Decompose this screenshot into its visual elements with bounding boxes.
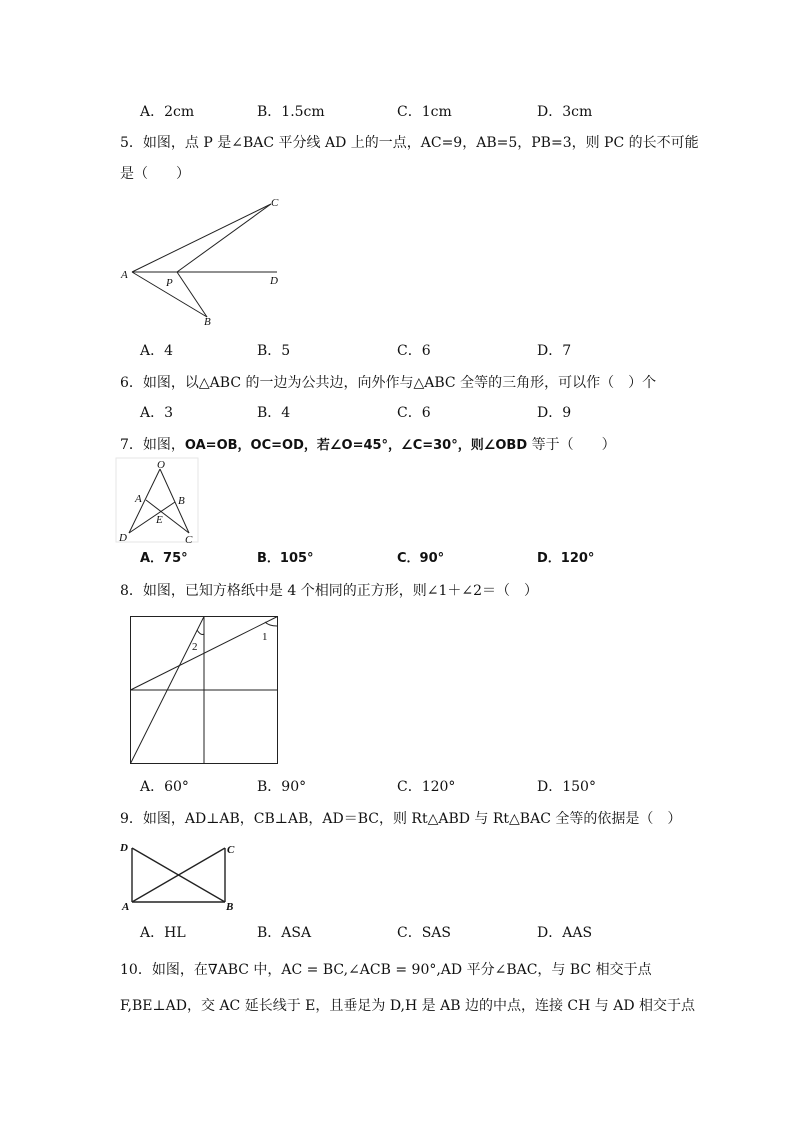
q5-label-a: A: [121, 269, 128, 281]
q9-stem-line1: 9．如图，AD⊥AB，CB⊥AB，AD＝BC，则 Rt△ABD 与 Rt△BAC 全等的依据是（ ）: [120, 811, 682, 827]
q7-stem-prefix: 7．如图，: [120, 437, 185, 453]
q7-label-c: C: [185, 534, 193, 545]
q4-option-d[interactable]: D．3cm: [537, 104, 593, 120]
q8-option-b[interactable]: B．90°: [257, 779, 307, 795]
q9-option-a[interactable]: A．HL: [140, 925, 186, 941]
q5-label-d: D: [270, 275, 278, 287]
q9-figure: [115, 836, 245, 916]
q5-line-pc: [177, 204, 271, 272]
q8-option-c[interactable]: C．120°: [397, 779, 456, 795]
q6-option-d[interactable]: D．9: [537, 405, 572, 421]
q5-option-b[interactable]: B．5: [257, 343, 291, 359]
q7-stem-suffix: 等于（ ）: [527, 437, 616, 453]
q7-label-e: E: [156, 514, 163, 526]
q8-option-d[interactable]: D．150°: [537, 779, 596, 795]
q7-label-d: D: [119, 532, 127, 544]
q5-stem-line1: 5．如图，点 P 是∠BAC 平分线 AD 上的一点，AC=9，AB=5，PB=3，则 PC 的长不可能: [120, 135, 699, 151]
q4-option-c[interactable]: C．1cm: [397, 104, 452, 120]
q5-option-d[interactable]: D．7: [537, 343, 572, 359]
q4-option-a[interactable]: A．2cm: [140, 104, 195, 120]
q6-option-c[interactable]: C．6: [397, 405, 431, 421]
q7-stem-line1: [120, 435, 616, 456]
q8-stem-line1: 8．如图，已知方格纸中是 4 个相同的正方形，则∠1＋∠2＝（ ）: [120, 583, 538, 599]
q8-label-angle-1: 1: [262, 631, 268, 643]
q5-line-pb: [177, 272, 207, 317]
q4-option-b[interactable]: B．1.5cm: [257, 104, 325, 120]
q6-option-a[interactable]: A．3: [140, 405, 174, 421]
q5-line-ac: [132, 204, 271, 272]
q9-label-d: D: [120, 842, 128, 854]
q7-label-o: O: [157, 459, 165, 471]
q7-figure: [115, 457, 200, 545]
q8-angle-1-arc: [265, 622, 277, 626]
q8-label-angle-2: 2: [192, 641, 198, 653]
q7-option-d[interactable]: D．120°: [537, 551, 595, 566]
q5-stem-line2: 是（ ）: [120, 166, 190, 182]
q8-option-a[interactable]: A．60°: [140, 779, 189, 795]
q10-stem-line2: F,BE⊥AD，交 AC 延长线于 E，且垂足为 D,H 是 AB 边的中点，连接 CH 与 AD 相交于点: [120, 998, 696, 1014]
q7-label-a: A: [135, 493, 142, 505]
q8-angle-2-arc: [197, 630, 204, 635]
q5-label-p: P: [166, 277, 173, 289]
q5-label-c: C: [271, 197, 279, 209]
q7-option-c[interactable]: C．90°: [397, 551, 445, 566]
q9-label-c: C: [227, 844, 235, 856]
q10-stem-line1: 10．如图，在∇ABC 中，AC = BC,∠ACB = 90°,AD 平分∠BAC，与 BC 相交于点: [120, 962, 652, 978]
q5-option-a[interactable]: A．4: [140, 343, 174, 359]
q7-stem-conditions: OA=OB，OC=OD，若∠O=45°，∠C=30°，则∠OBD: [184, 438, 528, 453]
q7-option-b[interactable]: B．105°: [257, 551, 314, 566]
q9-option-b[interactable]: B．ASA: [257, 925, 312, 941]
q9-label-a: A: [122, 901, 130, 913]
q5-label-b: B: [204, 316, 211, 328]
q9-label-b: B: [226, 901, 234, 913]
q6-stem-line1: 6．如图，以△ABC 的一边为公共边，向外作与△ABC 全等的三角形，可以作（ ）个: [120, 375, 657, 391]
q5-option-c[interactable]: C．6: [397, 343, 431, 359]
q9-option-d[interactable]: D．AAS: [537, 925, 593, 941]
q9-option-c[interactable]: C．SAS: [397, 925, 452, 941]
q5-figure: [115, 192, 305, 332]
q8-figure: [125, 612, 283, 770]
q7-option-a[interactable]: A．75°: [140, 551, 188, 566]
q6-option-b[interactable]: B．4: [257, 405, 291, 421]
q7-label-b: B: [178, 495, 185, 507]
